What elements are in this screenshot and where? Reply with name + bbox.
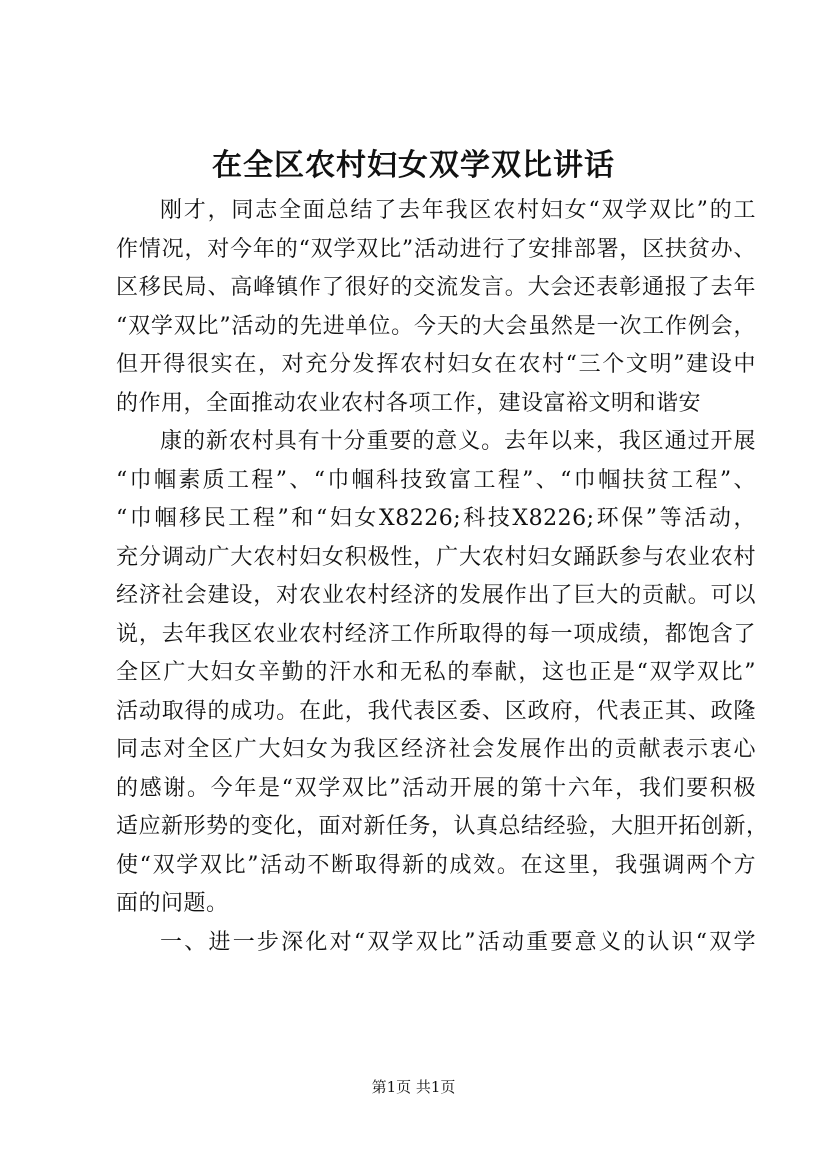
paragraph-line: 的感谢。今年是“双学双比”活动开展的第十六年，我们要积极 bbox=[116, 775, 756, 801]
paragraph-line: “双学双比”活动的先进单位。今天的大会虽然是一次工作例会， bbox=[116, 313, 756, 339]
paragraph-line: 康的新农村具有十分重要的意义。去年以来，我区通过开展 bbox=[160, 429, 756, 454]
page-number-footer: 第1页 共1页 bbox=[371, 1078, 456, 1096]
document-title: 在全区农村妇女双学双比讲话 bbox=[212, 148, 615, 183]
paragraph-line: 适应新形势的变化，面对新任务，认真总结经验，大胆开拓创新， bbox=[116, 814, 769, 839]
paragraph-line: 刚才，同志全面总结了去年我区农村妇女“双学双比”的工 bbox=[160, 198, 756, 223]
paragraph-line: 的作用，全面推动农业农村各项工作，建设富裕文明和谐安 bbox=[116, 390, 702, 416]
paragraph-line: 同志对全区广大妇女为我区经济社会发展作出的贡献表示衷心 bbox=[116, 737, 756, 762]
paragraph-line: 全区广大妇女辛勤的汗水和无私的奉献，这也正是“双学双比” bbox=[116, 660, 756, 685]
paragraph-line: 活动取得的成功。在此，我代表区委、区政府，代表正其、政隆 bbox=[116, 698, 756, 724]
paragraph-line: 面的问题。 bbox=[116, 891, 229, 916]
paragraph-line: “巾帼移民工程”和“妇女X8226;科技X8226;环保”等活动， bbox=[116, 506, 756, 531]
paragraph-line: “巾帼素质工程”、“巾帼科技致富工程”、“巾帼扶贫工程”、 bbox=[116, 467, 756, 493]
paragraph-line: 但开得很实在，对充分发挥农村妇女在农村“三个文明”建设中 bbox=[116, 352, 756, 377]
paragraph-line: 使“双学双比”活动不断取得新的成效。在这里，我强调两个方 bbox=[116, 852, 756, 878]
paragraph-line: 充分调动广大农村妇女积极性，广大农村妇女踊跃参与农业农村 bbox=[116, 544, 756, 570]
paragraph-line: 一、进一步深化对“双学双比”活动重要意义的认识“双学 bbox=[160, 929, 756, 955]
paragraph-line: 经济社会建设，对农业农村经济的发展作出了巨大的贡献。可以 bbox=[116, 583, 756, 608]
document-body bbox=[116, 192, 769, 962]
paragraph-line: 区移民局、高峰镇作了很好的交流发言。大会还表彰通报了去年 bbox=[116, 275, 756, 300]
paragraph-line: 说，去年我区农业农村经济工作所取得的每一项成绩，都饱含了 bbox=[116, 621, 756, 647]
paragraph-line: 作情况，对今年的“双学双比”活动进行了安排部署，区扶贫办、 bbox=[116, 236, 756, 262]
